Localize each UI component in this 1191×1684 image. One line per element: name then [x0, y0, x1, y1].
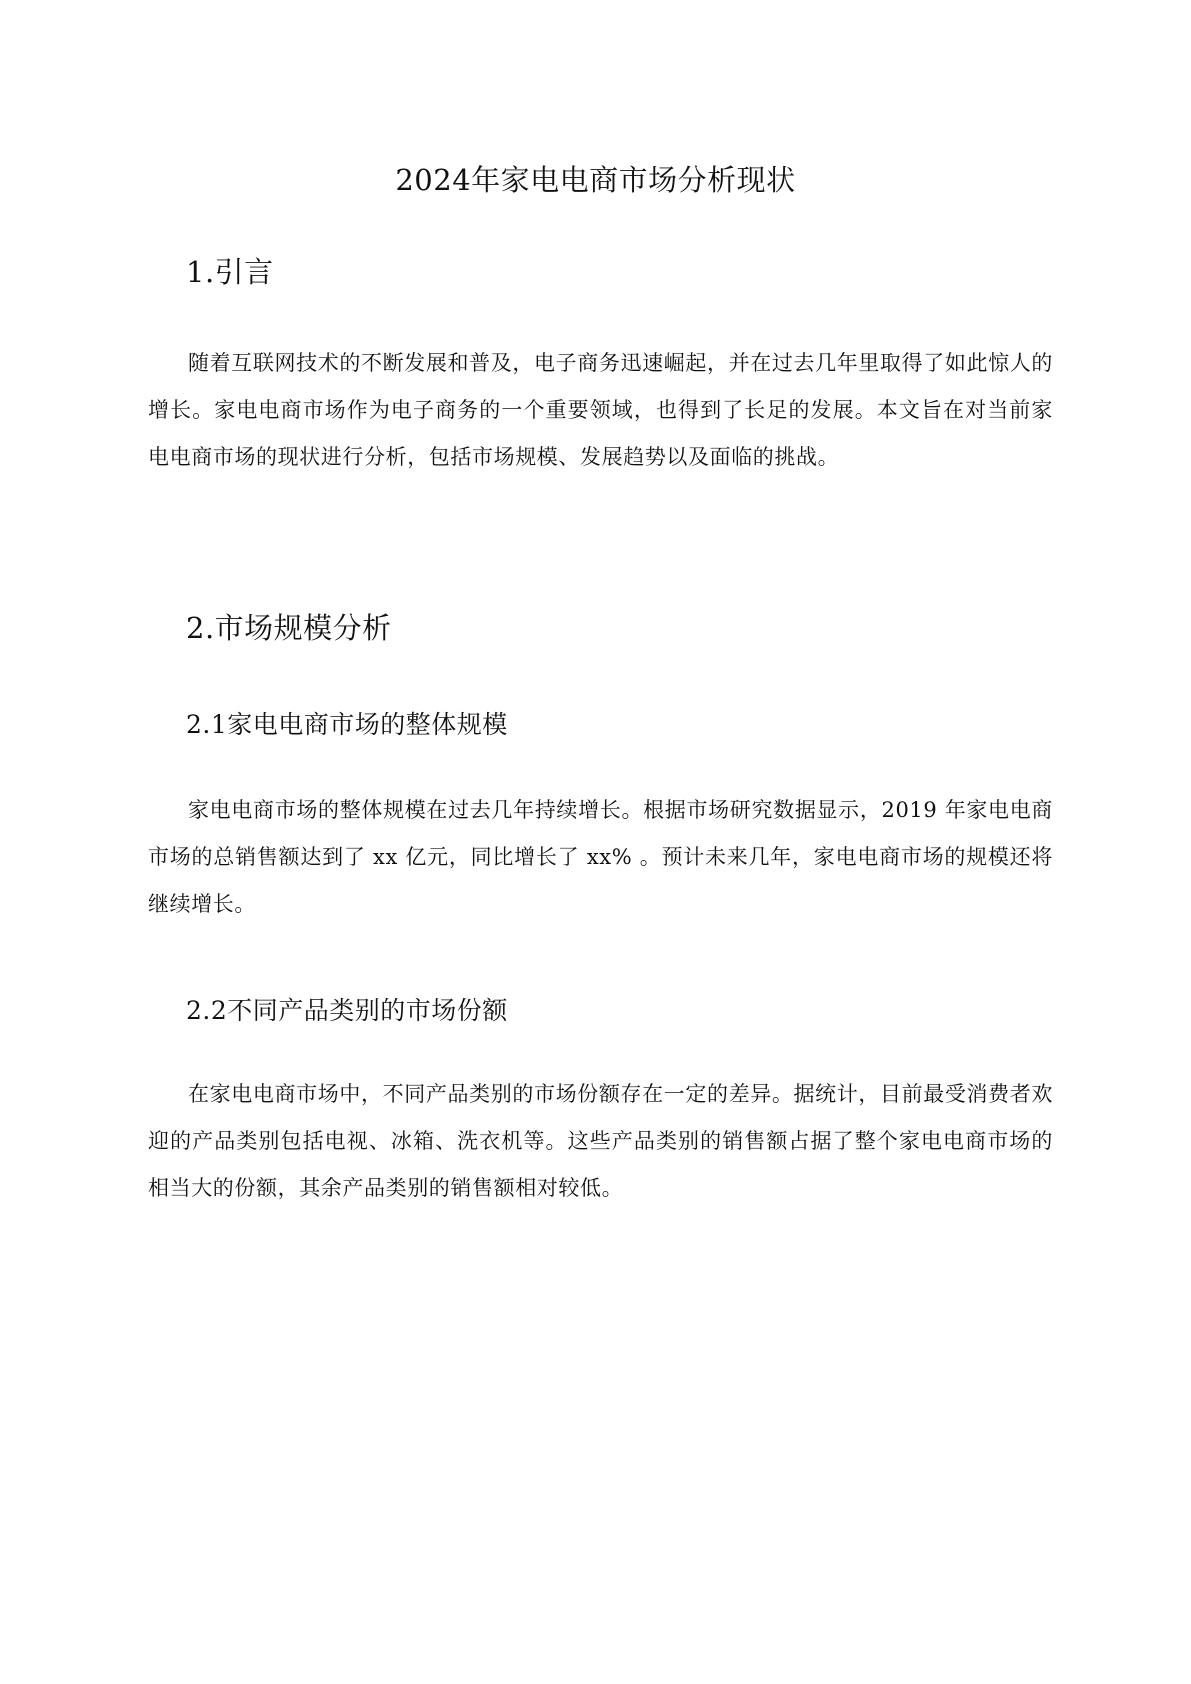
paragraph-category-share-text: 在家电电商市场中，不同产品类别的市场份额存在一定的差异。据统计，目前最受消费者欢迎的产品类别包括电视、冰箱、洗衣机等。这些产品类别的销售额占据了整个家电电商市场的相当大的份额，其余产品类别的销售额相对较低。: [148, 1082, 1053, 1200]
paragraph-overall-scale-text: 家电电商市场的整体规模在过去几年持续增长。根据市场研究数据显示，2019 年家电电商市场的总销售额达到了 xx 亿元，同比增长了 xx% 。预计未来几年，家电电商市场的规模还将继续增长。: [148, 798, 1053, 916]
subsection-heading-overall-scale: 2.1家电电商市场的整体规模: [186, 710, 508, 739]
paragraph-category-share: [148, 1071, 1053, 1212]
paragraph-introduction: [148, 340, 1053, 481]
section-heading-market-size: 2.市场规模分析: [186, 611, 392, 645]
document-title: 2024年家电电商市场分析现状: [395, 163, 796, 197]
section-heading-introduction: 1.引言: [186, 255, 274, 289]
paragraph-introduction-text: 随着互联网技术的不断发展和普及，电子商务迅速崛起，并在过去几年里取得了如此惊人的增长。家电电商市场作为电子商务的一个重要领域，也得到了长足的发展。本文旨在对当前家电电商市场的现状进行分析，包括市场规模、发展趋势以及面临的挑战。: [148, 351, 1053, 469]
subsection-heading-category-share: 2.2不同产品类别的市场份额: [186, 996, 508, 1025]
paragraph-overall-scale: [148, 787, 1053, 928]
